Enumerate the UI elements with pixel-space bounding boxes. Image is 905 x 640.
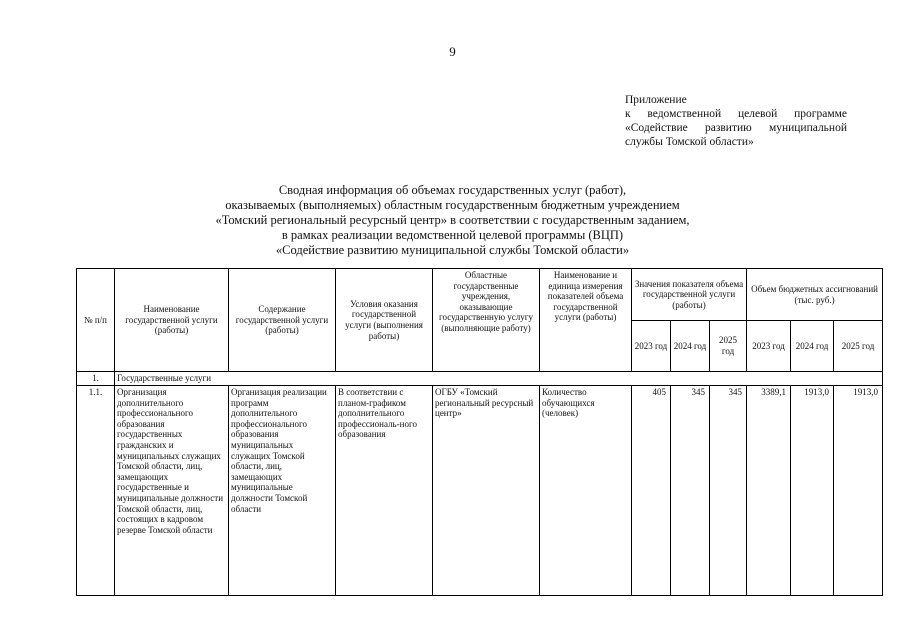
header-vol-2025: 2025 год [710, 321, 747, 372]
row-vol-2024: 345 [671, 386, 710, 596]
row-bud-2025: 1913,0 [834, 386, 883, 596]
row-bud-2024: 1913,0 [791, 386, 834, 596]
title-line-1: Сводная информация об объемах государственных услуг (работ), [278, 183, 627, 197]
section-label: Государственные услуги [115, 372, 883, 386]
row-content: Организация реализации программ дополнительного профессионального образования муниципальных служащих Томской области, лиц, замещающих муниципальные должности Томской области [229, 386, 336, 596]
appendix-line-2: к ведомственной целевой программе [625, 108, 847, 120]
appendix-note [625, 93, 847, 149]
table-row [77, 386, 883, 596]
header-unit: Наименование и единица измерения показателей объема государственной услуги (работы) [540, 269, 632, 372]
row-conditions: В соответствии с планом-графиком дополнительного профессиональ-ного образования [336, 386, 433, 596]
appendix-line-1: Приложение [625, 94, 687, 106]
header-bud-2025: 2025 год [834, 321, 883, 372]
appendix-line-4: службы Томской области» [625, 136, 754, 148]
header-volume-group: Значения показателя объема государственной услуги (работы) [632, 269, 747, 321]
row-vol-2025: 345 [710, 386, 747, 596]
header-institutions: Областные государственные учреждения, оказывающие государственную услугу (выполняющие работу) [433, 269, 540, 372]
row-num: 1.1. [77, 386, 115, 596]
row-unit: Количество обучающихся (человек) [540, 386, 632, 596]
header-budget-group: Объем бюджетных ассигнований (тыс. руб.) [747, 269, 883, 321]
header-bud-2024: 2024 год [791, 321, 834, 372]
title-line-4: в рамках реализации ведомственной целевой программы (ВЦП) [281, 228, 624, 242]
section-num: 1. [77, 372, 115, 386]
header-conditions: Условия оказания государственной услуги (выполнения работы) [336, 269, 433, 372]
row-service-name: Организация дополнительного профессионального образования государственных гражданских и муниципальных служащих Томской области, лиц, замещающих государственные и муниципальные должности Томской области, лиц, состоящих в кадровом резерве Томской области [115, 386, 229, 596]
page-number: 9 [449, 44, 456, 59]
header-bud-2023: 2023 год [747, 321, 791, 372]
appendix-line-3: «Содействие развитию муниципальной [625, 122, 847, 134]
document-title [0, 183, 905, 258]
header-vol-2023: 2023 год [632, 321, 671, 372]
header-service-name: Наименование государственной услуги (работы) [115, 269, 229, 372]
title-line-2: оказываемых (выполняемых) областным государственным бюджетным учреждением [225, 198, 680, 212]
services-table [76, 268, 883, 596]
header-row-top [77, 269, 883, 321]
title-line-5: «Содействие развитию муниципальной службы Томской области» [275, 243, 630, 257]
row-bud-2023: 3389,1 [747, 386, 791, 596]
row-vol-2023: 405 [632, 386, 671, 596]
header-num: № п/п [77, 269, 115, 372]
header-vol-2024: 2024 год [671, 321, 710, 372]
title-line-3: «Томский региональный ресурсный центр» в соответствии с государственным заданием, [215, 213, 690, 227]
row-institution: ОГБУ «Томский региональный ресурсный центр» [433, 386, 540, 596]
header-content: Содержание государственной услуги (работы) [229, 269, 336, 372]
section-row [77, 372, 883, 386]
